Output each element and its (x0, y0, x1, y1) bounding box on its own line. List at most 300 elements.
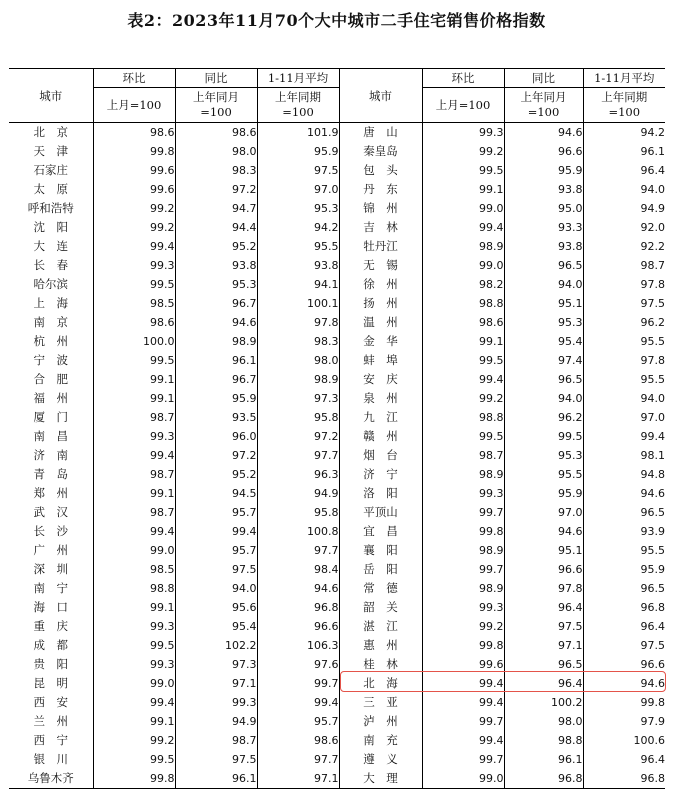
city-cell: 西 宁 (33, 733, 68, 747)
city-cell: 南 昌 (33, 429, 68, 443)
city-cell: 宜 昌 (339, 522, 422, 541)
city-cell: 吉 林 (339, 218, 422, 237)
table-row (9, 294, 665, 313)
yoy-cell: 96.1 (175, 769, 257, 789)
city-cell: 秦皇岛 (339, 142, 422, 161)
city-cell: 扬 州 (339, 294, 422, 313)
avg-cell: 92.2 (583, 237, 665, 256)
yoy-cell: 98.6 (175, 123, 257, 143)
avg-cell: 98.9 (257, 370, 339, 389)
yoy-cell: 95.7 (175, 503, 257, 522)
mom-cell: 99.5 (422, 427, 504, 446)
yoy-cell: 95.6 (175, 598, 257, 617)
table-row (9, 199, 665, 218)
city-cell: 兰 州 (33, 714, 68, 728)
avg-cell: 98.3 (257, 332, 339, 351)
avg-cell: 97.0 (583, 408, 665, 427)
yoy-cell: 95.4 (504, 332, 583, 351)
yoy-cell: 97.4 (504, 351, 583, 370)
table-row (9, 123, 665, 143)
city-cell: 杭 州 (33, 334, 68, 348)
avg-cell: 94.2 (257, 218, 339, 237)
yoy-cell: 94.4 (175, 218, 257, 237)
mom-cell: 98.7 (422, 446, 504, 465)
avg-cell: 99.8 (583, 693, 665, 712)
mom-cell: 99.5 (422, 161, 504, 180)
mom-cell: 99.4 (422, 218, 504, 237)
city-cell: 沈 阳 (33, 220, 68, 234)
yoy-cell: 93.8 (175, 256, 257, 275)
city-cell: 常 德 (339, 579, 422, 598)
city-cell: 惠 州 (339, 636, 422, 655)
city-cell: 北 海 (339, 674, 422, 693)
avg-cell: 97.5 (583, 636, 665, 655)
city-cell: 平顶山 (339, 503, 422, 522)
avg-cell: 101.9 (257, 123, 339, 143)
city-cell: 泉 州 (339, 389, 422, 408)
table-row (9, 446, 665, 465)
col-header-avg: 1-11月平均 (257, 69, 339, 88)
avg-cell: 96.1 (583, 142, 665, 161)
yoy-cell: 95.4 (175, 617, 257, 636)
yoy-cell: 94.5 (175, 484, 257, 503)
avg-cell: 100.6 (583, 731, 665, 750)
yoy-cell: 94.0 (504, 275, 583, 294)
avg-cell: 94.9 (583, 199, 665, 218)
city-cell: 岳 阳 (339, 560, 422, 579)
mom-cell: 99.3 (93, 617, 175, 636)
city-cell: 青 岛 (33, 467, 68, 481)
avg-cell: 94.6 (257, 579, 339, 598)
mom-cell: 99.8 (422, 522, 504, 541)
mom-cell: 99.8 (93, 142, 175, 161)
avg-cell: 95.5 (583, 370, 665, 389)
col-header-mom-base: 上月=100 (422, 88, 504, 123)
yoy-cell: 95.7 (175, 541, 257, 560)
avg-cell: 95.3 (257, 199, 339, 218)
avg-cell: 96.5 (583, 503, 665, 522)
mom-cell: 98.6 (93, 123, 175, 143)
city-cell: 三 亚 (339, 693, 422, 712)
mom-cell: 99.3 (93, 427, 175, 446)
yoy-cell: 95.0 (504, 199, 583, 218)
table-row (9, 218, 665, 237)
yoy-cell: 97.5 (504, 617, 583, 636)
avg-cell: 92.0 (583, 218, 665, 237)
yoy-cell: 95.5 (504, 465, 583, 484)
mom-cell: 99.8 (93, 769, 175, 789)
yoy-cell: 96.8 (504, 769, 583, 789)
yoy-cell: 93.5 (175, 408, 257, 427)
mom-cell: 99.6 (93, 161, 175, 180)
avg-cell: 98.4 (257, 560, 339, 579)
avg-cell: 97.7 (257, 750, 339, 769)
city-cell: 天 津 (33, 144, 68, 158)
city-cell: 大 连 (33, 239, 68, 253)
yoy-cell: 96.6 (504, 560, 583, 579)
city-cell: 韶 关 (339, 598, 422, 617)
avg-cell: 96.3 (257, 465, 339, 484)
table-row (9, 313, 665, 332)
table-row (9, 332, 665, 351)
avg-cell: 96.5 (583, 579, 665, 598)
yoy-cell: 96.5 (504, 370, 583, 389)
avg-cell: 95.8 (257, 503, 339, 522)
yoy-cell: 97.2 (175, 446, 257, 465)
yoy-cell: 96.4 (504, 674, 583, 693)
yoy-cell: 99.5 (504, 427, 583, 446)
city-cell: 南 宁 (33, 581, 68, 595)
yoy-cell: 93.3 (504, 218, 583, 237)
mom-cell: 98.5 (93, 560, 175, 579)
table-row (9, 351, 665, 370)
yoy-cell: 94.6 (504, 123, 583, 143)
avg-cell: 97.8 (257, 313, 339, 332)
yoy-cell: 95.3 (504, 313, 583, 332)
city-cell: 银 川 (33, 752, 68, 766)
table-row (9, 731, 665, 750)
yoy-cell: 95.3 (175, 275, 257, 294)
avg-cell: 95.5 (583, 332, 665, 351)
mom-cell: 99.4 (93, 446, 175, 465)
yoy-cell: 96.4 (504, 598, 583, 617)
city-cell: 锦 州 (339, 199, 422, 218)
avg-cell: 97.9 (583, 712, 665, 731)
avg-cell: 94.0 (583, 180, 665, 199)
table-row (9, 161, 665, 180)
city-cell: 赣 州 (339, 427, 422, 446)
mom-cell: 99.1 (93, 712, 175, 731)
table-row (9, 275, 665, 294)
avg-cell: 97.5 (583, 294, 665, 313)
col-header-yoy: 同比 (175, 69, 257, 88)
mom-cell: 99.1 (93, 484, 175, 503)
city-cell: 乌鲁木齐 (9, 769, 93, 789)
avg-cell: 95.9 (257, 142, 339, 161)
city-cell: 昆 明 (33, 676, 68, 690)
table-row (9, 389, 665, 408)
table-row (9, 560, 665, 579)
mom-cell: 98.7 (93, 408, 175, 427)
city-cell: 郑 州 (33, 486, 68, 500)
mom-cell: 99.4 (422, 674, 504, 693)
col-header-avg: 1-11月平均 (583, 69, 665, 88)
yoy-cell: 98.7 (175, 731, 257, 750)
avg-cell: 95.8 (257, 408, 339, 427)
mom-cell: 99.3 (422, 484, 504, 503)
mom-cell: 99.3 (93, 655, 175, 674)
avg-cell: 95.5 (583, 541, 665, 560)
avg-cell: 93.8 (257, 256, 339, 275)
table-row (9, 693, 665, 712)
avg-cell: 98.6 (257, 731, 339, 750)
mom-cell: 99.5 (93, 636, 175, 655)
yoy-cell: 93.8 (504, 180, 583, 199)
yoy-cell: 98.8 (504, 731, 583, 750)
yoy-cell: 96.7 (175, 370, 257, 389)
city-cell: 遵 义 (339, 750, 422, 769)
mom-cell: 99.7 (422, 503, 504, 522)
mom-cell: 98.7 (93, 503, 175, 522)
city-cell: 丹 东 (339, 180, 422, 199)
avg-cell: 94.2 (583, 123, 665, 143)
mom-cell: 99.2 (93, 199, 175, 218)
yoy-cell: 97.8 (504, 579, 583, 598)
city-cell: 呼和浩特 (27, 201, 74, 215)
city-cell: 广 州 (33, 543, 68, 557)
table-row (9, 142, 665, 161)
avg-cell: 96.6 (257, 617, 339, 636)
avg-cell: 94.6 (583, 484, 665, 503)
avg-cell: 96.4 (583, 161, 665, 180)
yoy-cell: 95.1 (504, 541, 583, 560)
table-row (9, 180, 665, 199)
yoy-cell: 97.1 (504, 636, 583, 655)
yoy-cell: 95.9 (175, 389, 257, 408)
yoy-cell: 96.2 (504, 408, 583, 427)
avg-cell: 100.8 (257, 522, 339, 541)
col-header-mom: 环比 (422, 69, 504, 88)
table-row (9, 370, 665, 389)
city-cell: 武 汉 (33, 505, 68, 519)
col-header-mom-base: 上月=100 (93, 88, 175, 123)
avg-cell: 97.8 (583, 351, 665, 370)
yoy-cell: 98.9 (175, 332, 257, 351)
avg-cell: 97.3 (257, 389, 339, 408)
yoy-cell: 102.2 (175, 636, 257, 655)
city-cell: 成 都 (33, 638, 68, 652)
mom-cell: 98.7 (93, 465, 175, 484)
city-cell: 洛 阳 (339, 484, 422, 503)
mom-cell: 99.2 (422, 142, 504, 161)
avg-cell: 96.4 (583, 750, 665, 769)
yoy-cell: 96.1 (504, 750, 583, 769)
yoy-cell: 97.3 (175, 655, 257, 674)
table-row (9, 465, 665, 484)
mom-cell: 99.4 (422, 370, 504, 389)
table-row (9, 769, 665, 789)
table-row (9, 750, 665, 769)
avg-cell: 96.8 (257, 598, 339, 617)
city-cell: 哈尔滨 (33, 277, 68, 291)
avg-cell: 94.9 (257, 484, 339, 503)
city-cell: 济 宁 (339, 465, 422, 484)
avg-cell: 96.8 (583, 769, 665, 789)
yoy-cell: 98.0 (504, 712, 583, 731)
mom-cell: 98.8 (422, 294, 504, 313)
city-cell: 上 海 (33, 296, 68, 310)
yoy-cell: 97.5 (175, 560, 257, 579)
city-cell: 唐 山 (339, 123, 422, 143)
col-header-yoy: 同比 (504, 69, 583, 88)
mom-cell: 99.1 (93, 598, 175, 617)
mom-cell: 99.3 (93, 256, 175, 275)
avg-cell: 95.9 (583, 560, 665, 579)
yoy-cell: 94.0 (504, 389, 583, 408)
table-row (9, 503, 665, 522)
city-cell: 蚌 埠 (339, 351, 422, 370)
table-row (9, 579, 665, 598)
yoy-cell: 95.2 (175, 237, 257, 256)
city-cell: 北 京 (33, 125, 68, 139)
yoy-cell: 97.0 (504, 503, 583, 522)
yoy-cell: 98.3 (175, 161, 257, 180)
avg-cell: 93.9 (583, 522, 665, 541)
mom-cell: 99.0 (93, 674, 175, 693)
avg-cell: 97.1 (257, 769, 339, 789)
city-cell: 宁 波 (33, 353, 68, 367)
yoy-cell: 96.6 (504, 142, 583, 161)
yoy-cell: 96.1 (175, 351, 257, 370)
table-row (9, 427, 665, 446)
avg-cell: 96.6 (583, 655, 665, 674)
yoy-cell: 99.3 (175, 693, 257, 712)
city-cell: 温 州 (339, 313, 422, 332)
mom-cell: 99.4 (422, 693, 504, 712)
avg-cell: 95.5 (257, 237, 339, 256)
table-row (9, 484, 665, 503)
yoy-cell: 94.7 (175, 199, 257, 218)
mom-cell: 99.2 (422, 389, 504, 408)
table-row (9, 598, 665, 617)
col-header-yoy-base: 上年同月 =100 (504, 88, 583, 123)
col-header-city: 城市 (9, 69, 93, 123)
mom-cell: 99.0 (422, 769, 504, 789)
city-cell: 徐 州 (339, 275, 422, 294)
yoy-cell: 97.2 (175, 180, 257, 199)
mom-cell: 99.5 (93, 275, 175, 294)
table-row (9, 636, 665, 655)
mom-cell: 99.4 (93, 693, 175, 712)
avg-cell: 99.7 (257, 674, 339, 693)
yoy-cell: 97.1 (175, 674, 257, 693)
avg-cell: 96.8 (583, 598, 665, 617)
col-header-avg-base: 上年同期 =100 (257, 88, 339, 123)
city-cell: 重 庆 (33, 619, 68, 633)
city-cell: 包 头 (339, 161, 422, 180)
table-row (9, 617, 665, 636)
avg-cell: 97.6 (257, 655, 339, 674)
avg-cell: 96.2 (583, 313, 665, 332)
mom-cell: 99.4 (93, 522, 175, 541)
yoy-cell: 94.6 (175, 313, 257, 332)
yoy-cell: 95.1 (504, 294, 583, 313)
mom-cell: 98.8 (93, 579, 175, 598)
city-cell: 长 沙 (33, 524, 68, 538)
avg-cell: 100.1 (257, 294, 339, 313)
table-title: 表2：2023年11月70个大中城市二手住宅销售价格指数 (127, 11, 546, 30)
mom-cell: 99.5 (422, 351, 504, 370)
mom-cell: 99.2 (93, 218, 175, 237)
mom-cell: 99.1 (422, 180, 504, 199)
table-row (9, 541, 665, 560)
city-cell: 长 春 (33, 258, 68, 272)
yoy-cell: 100.2 (504, 693, 583, 712)
mom-cell: 99.0 (422, 199, 504, 218)
avg-cell: 106.3 (257, 636, 339, 655)
yoy-cell: 94.9 (175, 712, 257, 731)
yoy-cell: 95.9 (504, 484, 583, 503)
avg-cell: 97.2 (257, 427, 339, 446)
mom-cell: 99.5 (93, 351, 175, 370)
city-cell: 厦 门 (33, 410, 68, 424)
mom-cell: 98.6 (422, 313, 504, 332)
table-row (9, 712, 665, 731)
city-cell: 西 安 (33, 695, 68, 709)
city-cell: 烟 台 (339, 446, 422, 465)
city-cell: 襄 阳 (339, 541, 422, 560)
mom-cell: 99.7 (422, 560, 504, 579)
yoy-cell: 94.6 (504, 522, 583, 541)
mom-cell: 99.7 (422, 750, 504, 769)
city-cell: 大 理 (339, 769, 422, 789)
city-cell: 太 原 (33, 182, 68, 196)
city-cell: 安 庆 (339, 370, 422, 389)
city-cell: 牡丹江 (339, 237, 422, 256)
city-cell: 济 南 (33, 448, 68, 462)
city-cell: 泸 州 (339, 712, 422, 731)
mom-cell: 98.9 (422, 579, 504, 598)
mom-cell: 98.8 (422, 408, 504, 427)
mom-cell: 98.2 (422, 275, 504, 294)
city-cell: 南 京 (33, 315, 68, 329)
yoy-cell: 93.8 (504, 237, 583, 256)
city-cell: 湛 江 (339, 617, 422, 636)
avg-cell: 97.0 (257, 180, 339, 199)
avg-cell: 99.4 (583, 427, 665, 446)
yoy-cell: 96.7 (175, 294, 257, 313)
avg-cell: 94.6 (583, 674, 665, 693)
mom-cell: 99.6 (93, 180, 175, 199)
avg-cell: 95.7 (257, 712, 339, 731)
mom-cell: 99.2 (422, 617, 504, 636)
avg-cell: 94.8 (583, 465, 665, 484)
mom-cell: 99.7 (422, 712, 504, 731)
city-cell: 南 充 (339, 731, 422, 750)
avg-cell: 98.1 (583, 446, 665, 465)
yoy-cell: 95.9 (504, 161, 583, 180)
city-cell: 海 口 (33, 600, 68, 614)
avg-cell: 94.1 (257, 275, 339, 294)
col-header-mom: 环比 (93, 69, 175, 88)
yoy-cell: 95.3 (504, 446, 583, 465)
table-row (9, 237, 665, 256)
avg-cell: 99.4 (257, 693, 339, 712)
mom-cell: 99.3 (422, 123, 504, 143)
avg-cell: 94.0 (583, 389, 665, 408)
mom-cell: 99.2 (93, 731, 175, 750)
mom-cell: 99.0 (422, 256, 504, 275)
yoy-cell: 94.0 (175, 579, 257, 598)
avg-cell: 98.0 (257, 351, 339, 370)
avg-cell: 97.7 (257, 446, 339, 465)
yoy-cell: 96.5 (504, 655, 583, 674)
yoy-cell: 99.4 (175, 522, 257, 541)
yoy-cell: 96.0 (175, 427, 257, 446)
mom-cell: 99.1 (93, 370, 175, 389)
mom-cell: 99.0 (93, 541, 175, 560)
mom-cell: 99.6 (422, 655, 504, 674)
mom-cell: 98.6 (93, 313, 175, 332)
mom-cell: 99.5 (93, 750, 175, 769)
table-row (9, 256, 665, 275)
yoy-cell: 98.0 (175, 142, 257, 161)
city-cell: 桂 林 (339, 655, 422, 674)
yoy-cell: 97.5 (175, 750, 257, 769)
city-cell: 无 锡 (339, 256, 422, 275)
col-header-city: 城市 (339, 69, 422, 123)
city-cell: 石家庄 (33, 163, 68, 177)
